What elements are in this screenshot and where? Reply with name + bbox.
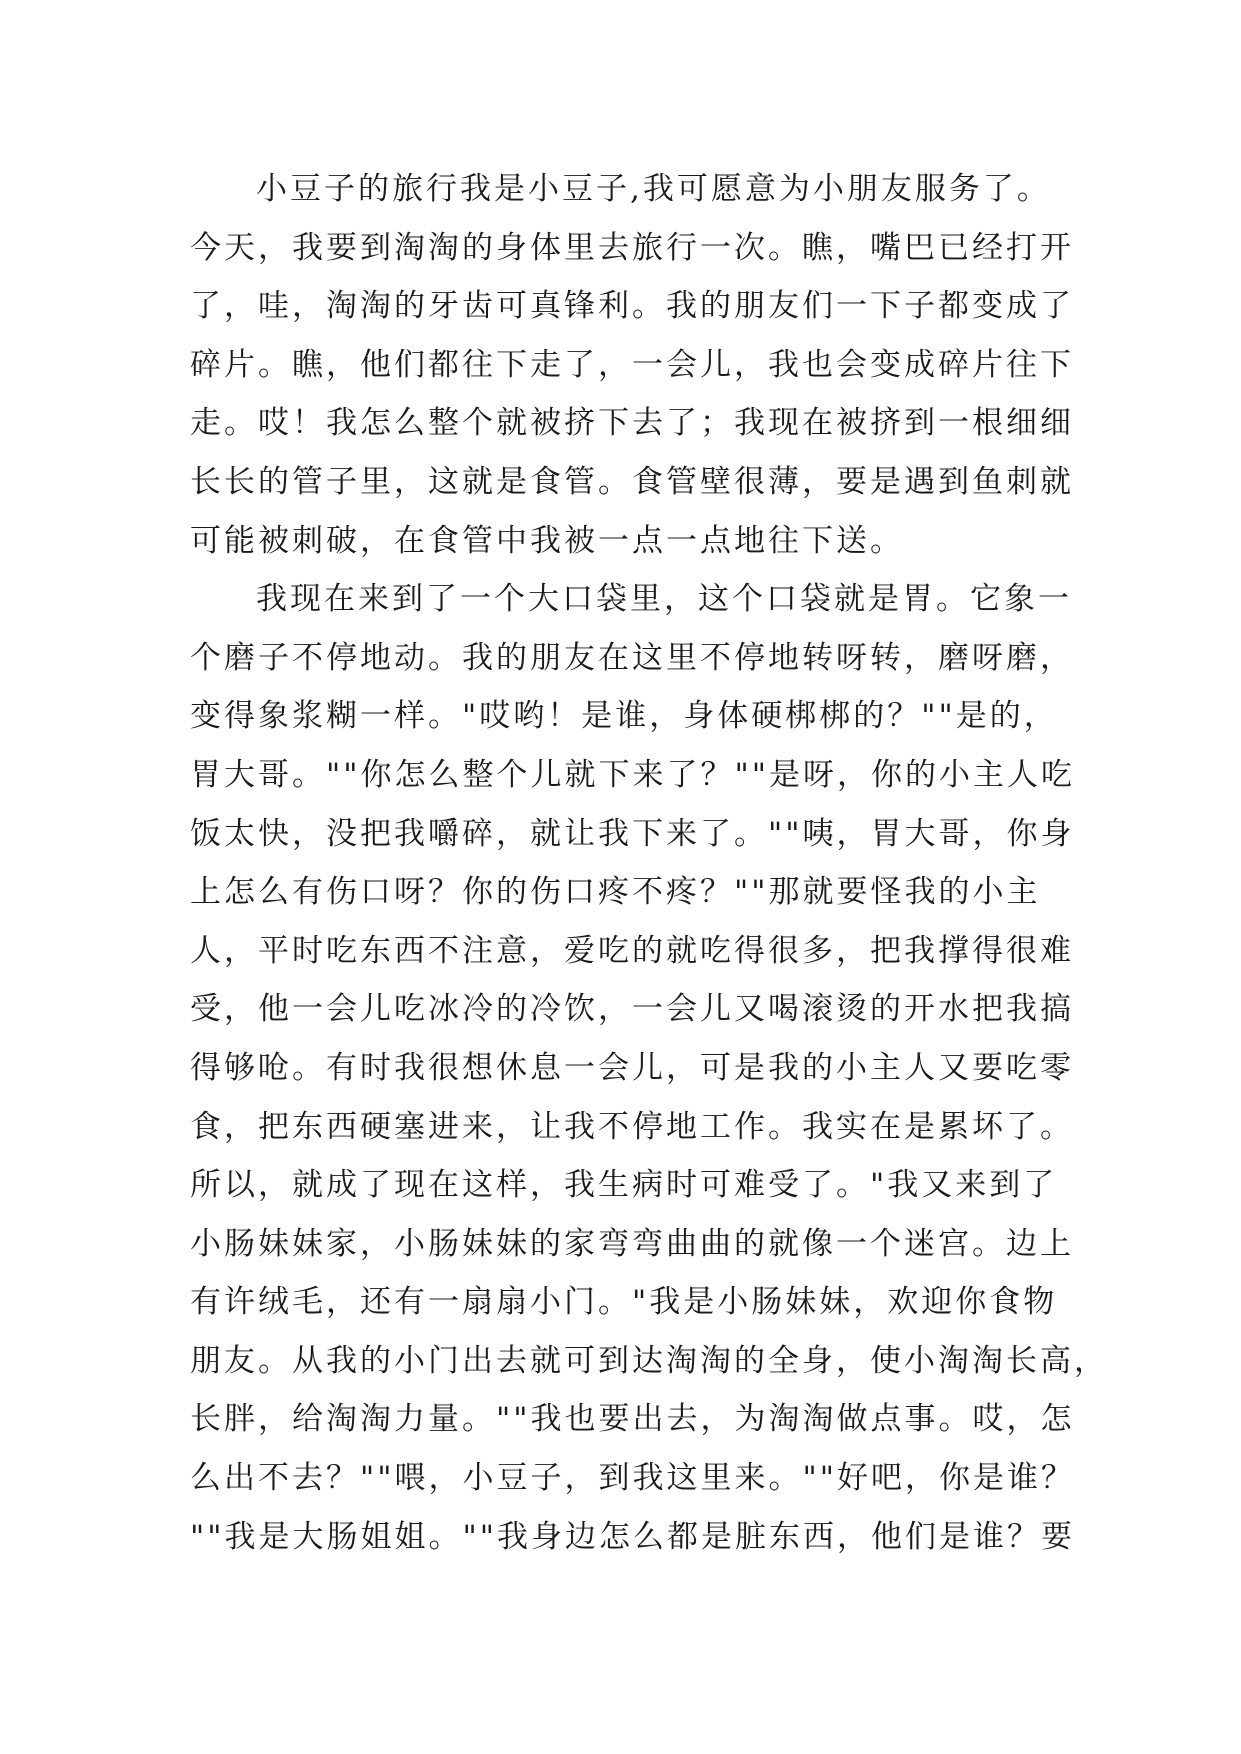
paragraph-1-line-2: 今天，我要到淘淘的身体里去旅行一次。瞧，嘴巴已经打开 bbox=[190, 229, 1074, 266]
paragraph-2-line-3: 变得象浆糊一样。"哎哟！是谁，身体硬梆梆的？""是的， bbox=[190, 698, 1058, 735]
paragraph-2-line-14: 朋友。从我的小门出去就可到达淘淘的全身，使小淘淘长高， bbox=[190, 1342, 1108, 1379]
paragraph-2-line-15: 长胖，给淘淘力量。""我也要出去，为淘淘做点事。哎，怎 bbox=[190, 1401, 1075, 1438]
document-body bbox=[190, 160, 1108, 1566]
paragraph-2-line-17: ""我是大肠姐姐。""我身边怎么都是脏东西，他们是谁？要 bbox=[190, 1518, 1076, 1555]
paragraph-1-line-7: 可能被刺破，在食管中我被一点一点地往下送。 bbox=[190, 522, 904, 559]
paragraph-1-line-4: 碎片。瞧，他们都往下走了，一会儿，我也会变成碎片往下 bbox=[190, 346, 1074, 383]
paragraph-2-line-13: 有许绒毛，还有一扇扇小门。"我是小肠妹妹，欢迎你食物 bbox=[190, 1284, 1058, 1321]
paragraph-1-line-5: 走。哎！我怎么整个就被挤下去了；我现在被挤到一根细细 bbox=[190, 405, 1074, 442]
paragraph-2-line-2: 个磨子不停地动。我的朋友在这里不停地转呀转，磨呀磨， bbox=[190, 639, 1074, 676]
paragraph-1-line-3: 了，哇，淘淘的牙齿可真锋利。我的朋友们一下子都变成了 bbox=[190, 288, 1074, 325]
paragraph-1-line-1: 小豆子的旅行我是小豆子,我可愿意为小朋友服务了。 bbox=[256, 171, 1051, 207]
paragraph-2-line-6: 上怎么有伤口呀？你的伤口疼不疼？""那就要怪我的小主 bbox=[190, 874, 1041, 911]
paragraph-2-line-12: 小肠妹妹家，小肠妹妹的家弯弯曲曲的就像一个迷宫。边上 bbox=[190, 1225, 1074, 1262]
paragraph-1-line-6: 长长的管子里，这就是食管。食管壁很薄，要是遇到鱼刺就 bbox=[190, 463, 1074, 500]
paragraph-2-line-4: 胃大哥。""你怎么整个儿就下来了？""是呀，你的小主人吃 bbox=[190, 756, 1076, 793]
paragraph-2-line-10: 食，把东西硬塞进来，让我不停地工作。我实在是累坏了。 bbox=[190, 1108, 1074, 1145]
paragraph-2-line-11: 所以，就成了现在这样，我生病时可难受了。"我又来到了 bbox=[190, 1167, 1058, 1204]
paragraph-2-line-1: 我现在来到了一个大口袋里，这个口袋就是胃。它象一 bbox=[256, 581, 1072, 618]
paragraph-2-line-9: 得够呛。有时我很想休息一会儿，可是我的小主人又要吃零 bbox=[190, 1049, 1074, 1086]
paragraph-2-line-8: 受，他一会儿吃冰冷的冷饮，一会儿又喝滚烫的开水把我搞 bbox=[190, 991, 1074, 1028]
paragraph-2-line-7: 人，平时吃东西不注意，爱吃的就吃得很多，把我撑得很难 bbox=[190, 932, 1074, 969]
paragraph-2-line-16: 么出不去？""喂，小豆子，到我这里来。""好吧，你是谁？ bbox=[190, 1460, 1076, 1497]
paragraph-2-line-5: 饭太快，没把我嚼碎，就让我下来了。""咦，胃大哥，你身 bbox=[190, 815, 1075, 852]
